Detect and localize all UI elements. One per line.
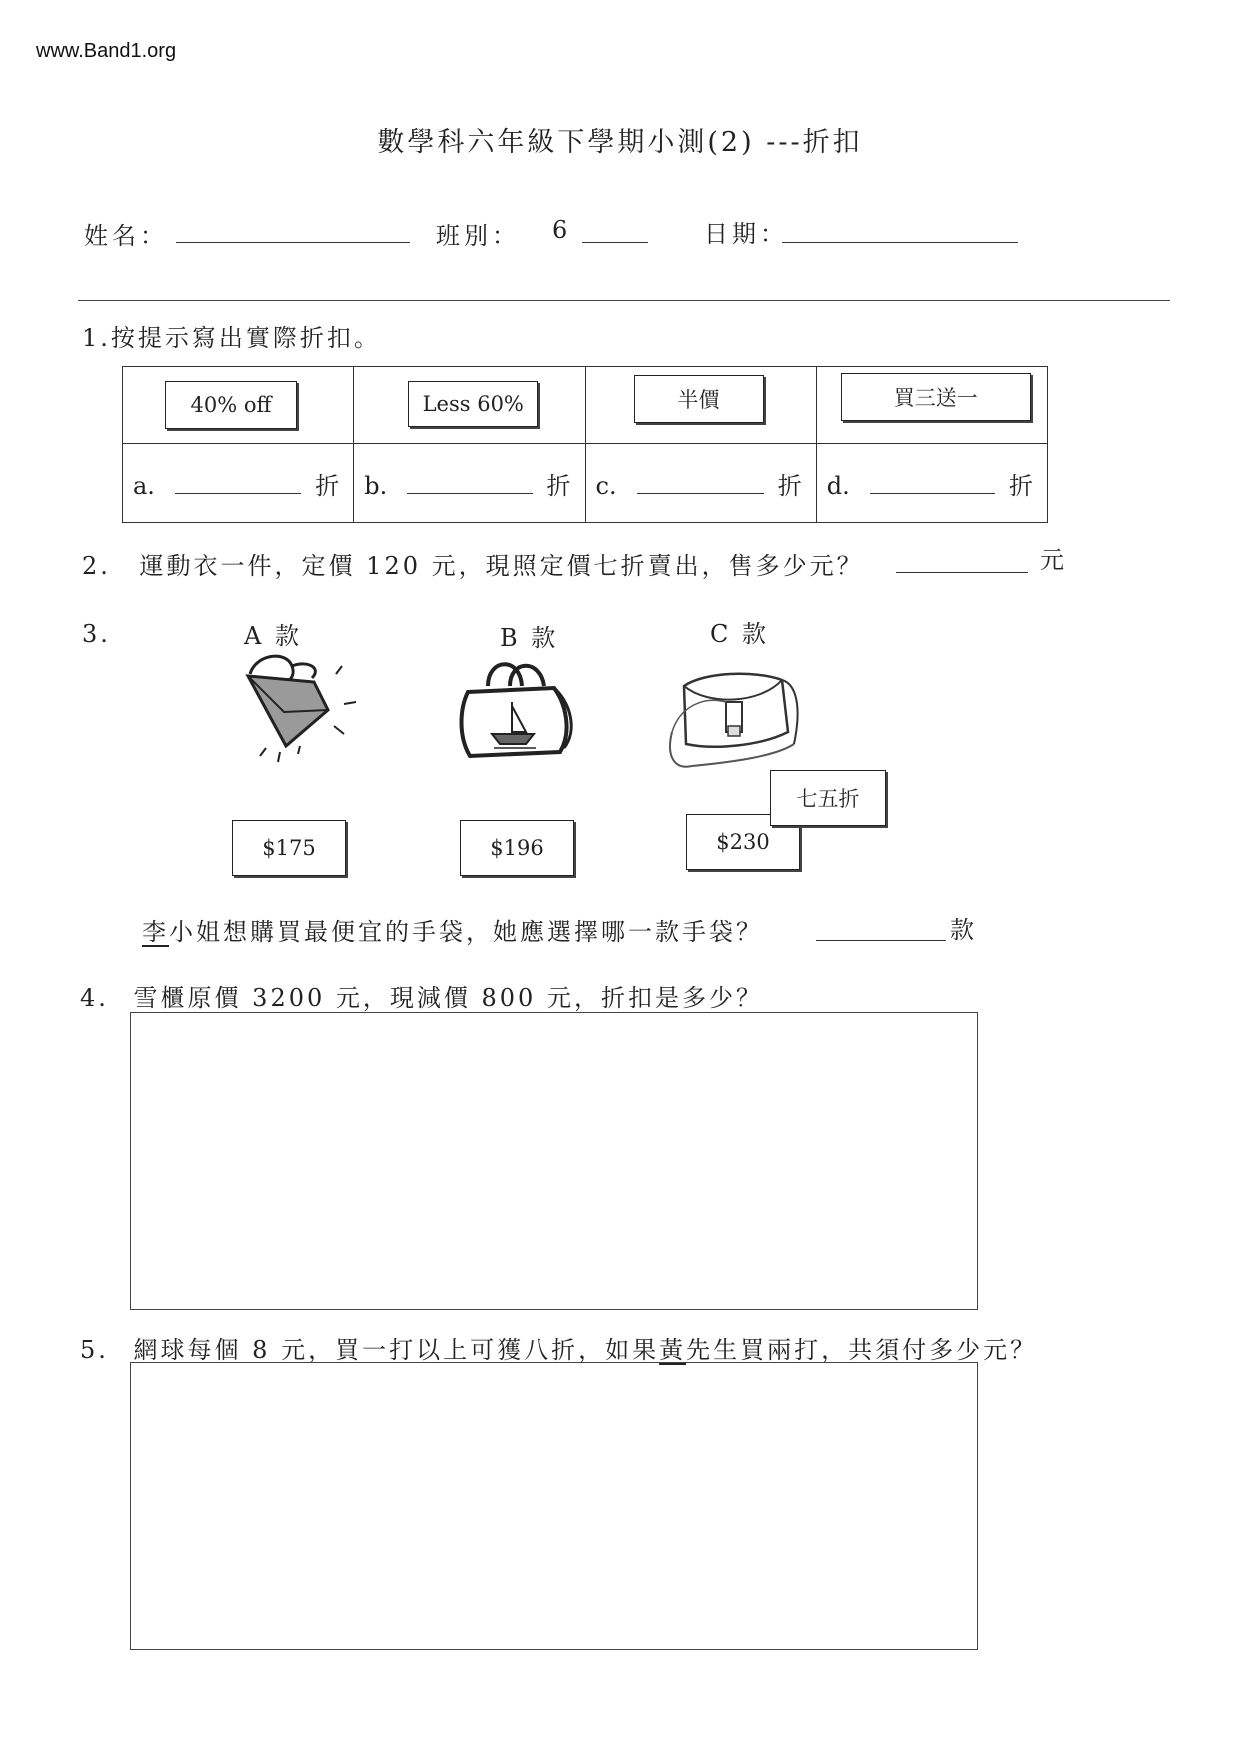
answer-cell-c[interactable] [585, 444, 816, 523]
header-divider [78, 300, 1170, 301]
answer-letter-b: b. [364, 472, 388, 500]
name-label: 姓名： [84, 222, 168, 250]
tag-half-price: 半價 [634, 375, 764, 423]
q3-unit: 款 [950, 916, 977, 944]
handbag-b-icon [454, 652, 582, 768]
price-tag-a: $175 [232, 820, 346, 876]
class-value: 6 [552, 216, 572, 244]
handbag-c-icon [664, 666, 804, 770]
page-title: 數學科六年級下學期小測(2) ---折扣 [377, 127, 863, 158]
answer-cell-d[interactable] [816, 444, 1047, 523]
tag-cell-c [585, 367, 816, 444]
q5-number: 5. [80, 1336, 109, 1364]
answer-blank-b[interactable] [407, 473, 532, 494]
site-url: www.Band1.org [36, 40, 177, 62]
discount-table [122, 366, 1048, 523]
answer-letter-c: c. [595, 472, 617, 500]
answer-unit-c: 折 [777, 472, 802, 500]
tag-cell-a [123, 367, 354, 444]
date-field[interactable] [782, 220, 1018, 243]
q3-question [142, 912, 763, 947]
q4-text: 雪櫃原價 3200 元，現減價 800 元，折扣是多少？ [133, 984, 763, 1012]
answer-letter-d: d. [826, 472, 850, 500]
q5-question [80, 1330, 1037, 1365]
handbag-a-icon [236, 646, 366, 772]
q3-answer-blank[interactable] [816, 918, 946, 941]
answer-letter-a: a. [133, 472, 155, 500]
item-label-c: C 款 [710, 620, 769, 648]
q1-text: 按提示寫出實際折扣。 [110, 324, 381, 352]
tag-cell-d [816, 367, 1047, 444]
q3-number: 3. [82, 620, 111, 648]
tag-cell-b [354, 367, 585, 444]
class-field[interactable] [582, 220, 648, 243]
q4-number: 4. [80, 984, 109, 1012]
q2-unit: 元 [1040, 546, 1067, 574]
answer-cell-b[interactable] [354, 444, 585, 523]
q3-person-name: 李 [142, 918, 169, 946]
q1-number: 1. [82, 324, 111, 352]
item-label-a: A 款 [244, 622, 302, 650]
answer-blank-a[interactable] [175, 473, 301, 494]
answer-unit-a: 折 [315, 472, 340, 500]
date-label: 日期： [704, 220, 788, 248]
q5-work-area[interactable] [130, 1362, 978, 1650]
item-label-b: B 款 [500, 624, 559, 652]
q5-text-after: 先生買兩打，共須付多少元？ [686, 1336, 1038, 1364]
answer-blank-c[interactable] [637, 473, 764, 494]
q2-question [82, 546, 864, 581]
q3-text: 小姐想購買最便宜的手袋，她應選擇哪一款手袋？ [169, 918, 763, 946]
price-tag-b: $196 [460, 820, 574, 876]
tag-buy-three-get-one: 買三送一 [841, 373, 1031, 421]
q2-answer-blank[interactable] [896, 550, 1028, 573]
q4-question [80, 978, 763, 1013]
q2-text: 運動衣一件，定價 120 元，現照定價七折賣出，售多少元？ [139, 552, 864, 580]
q5-person-name: 黃 [659, 1336, 687, 1364]
name-field[interactable] [176, 220, 410, 243]
tag-less-60: Less 60% [408, 381, 538, 427]
discount-tag-c: 七五折 [770, 770, 886, 826]
q5-text-before: 網球每個 8 元，買一打以上可獲八折，如果 [133, 1336, 660, 1364]
tag-40-off: 40% off [165, 381, 297, 429]
answer-unit-d: 折 [1009, 472, 1033, 500]
answer-cell-a[interactable] [123, 444, 354, 523]
class-label: 班別： [436, 222, 520, 250]
answer-unit-b: 折 [546, 472, 571, 500]
q2-number: 2. [82, 552, 111, 580]
price-tag-c: $230 [686, 814, 800, 870]
q1-question [82, 318, 381, 353]
answer-blank-d[interactable] [870, 473, 995, 494]
q4-work-area[interactable] [130, 1012, 978, 1310]
